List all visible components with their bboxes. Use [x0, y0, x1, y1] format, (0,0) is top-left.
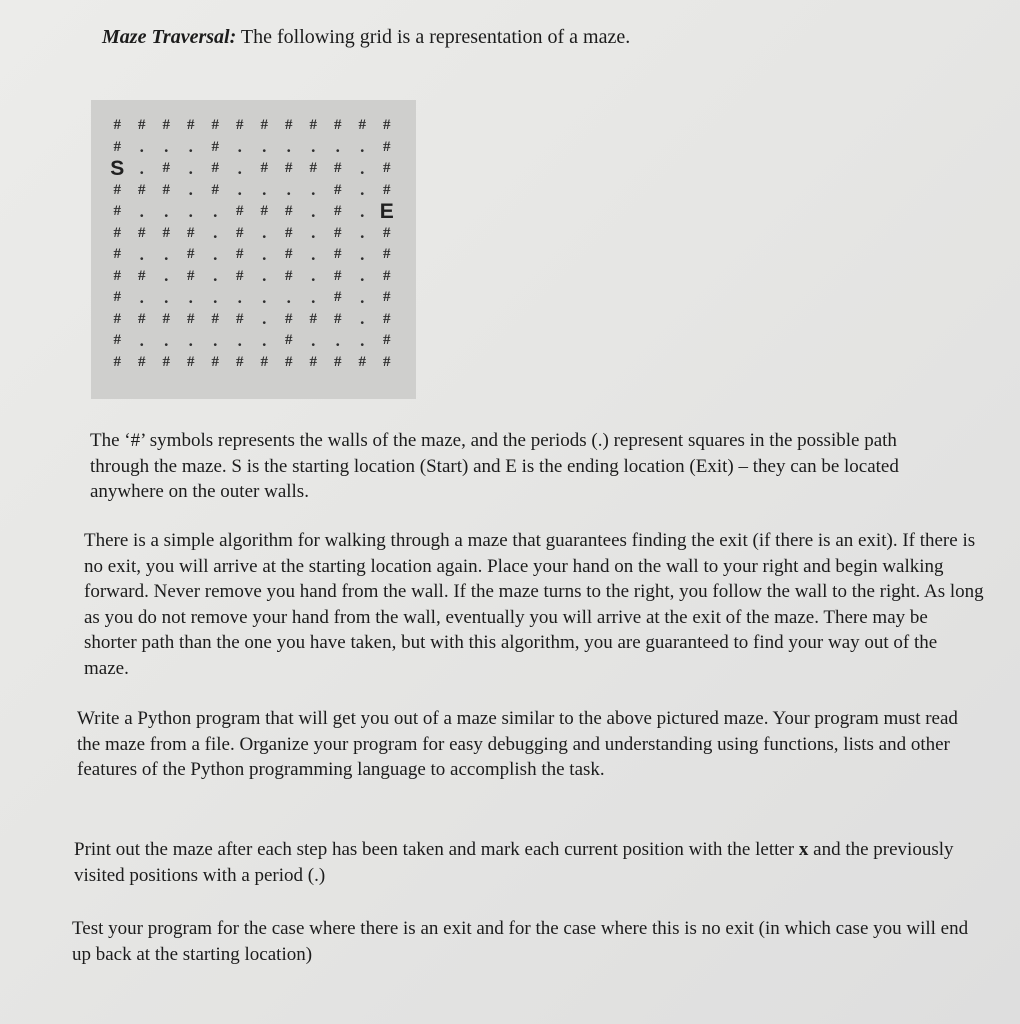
maze-path: . [188, 201, 193, 221]
maze-path: . [311, 180, 316, 200]
maze-path: . [311, 287, 316, 307]
maze-wall: # [334, 224, 342, 241]
maze-start: S [110, 156, 125, 180]
output-text-start: Print out the maze after each step has been taken and mark each current position with the letter [74, 839, 799, 860]
maze-wall: # [285, 203, 293, 220]
maze-path: . [213, 223, 218, 243]
maze-wall: # [138, 224, 146, 241]
maze-path: . [237, 137, 242, 157]
maze-wall: # [383, 117, 391, 134]
maze-wall: # [383, 224, 391, 241]
maze-wall: # [334, 203, 342, 220]
maze-wall: # [309, 310, 317, 327]
maze-path: . [139, 201, 144, 221]
maze-path: . [139, 244, 144, 264]
maze-wall: # [187, 310, 195, 327]
maze-wall: # [113, 246, 121, 263]
maze-path: . [213, 201, 218, 221]
maze-wall: # [211, 117, 219, 134]
maze-wall: # [383, 310, 391, 327]
maze-path: . [262, 180, 267, 200]
maze-wall: # [383, 289, 391, 306]
maze-wall: # [383, 181, 391, 198]
maze-path: . [360, 244, 365, 264]
maze-wall: # [285, 246, 293, 263]
maze-wall: # [162, 117, 170, 134]
maze-path: . [237, 287, 242, 307]
maze-wall: # [260, 117, 268, 134]
maze-wall: # [113, 332, 121, 349]
maze-wall: # [162, 224, 170, 241]
maze-path: . [188, 287, 193, 307]
maze-path: . [360, 137, 365, 157]
maze-wall: # [113, 267, 121, 284]
maze-wall: # [383, 138, 391, 155]
maze-wall: # [236, 310, 244, 327]
maze-wall: # [113, 353, 121, 370]
maze-path: . [237, 180, 242, 200]
maze-wall: # [187, 246, 195, 263]
paragraph-output [74, 837, 989, 888]
maze-wall: # [187, 267, 195, 284]
maze-wall: # [113, 117, 121, 134]
maze-wall: # [358, 353, 366, 370]
title-label: Maze Traversal: [102, 26, 237, 48]
maze-path: . [262, 287, 267, 307]
maze-path: . [360, 180, 365, 200]
maze-path: . [360, 266, 365, 286]
maze-path: . [360, 223, 365, 243]
maze-wall: # [162, 353, 170, 370]
maze-wall: # [334, 181, 342, 198]
maze-wall: # [260, 353, 268, 370]
maze-wall: # [334, 310, 342, 327]
maze-path: . [311, 330, 316, 350]
maze-wall: # [138, 310, 146, 327]
maze-wall: # [187, 353, 195, 370]
maze-path: . [286, 137, 291, 157]
maze-path: . [311, 137, 316, 157]
maze-wall: # [334, 117, 342, 134]
maze-wall: # [162, 160, 170, 177]
maze-path: . [262, 330, 267, 350]
maze-wall: # [211, 353, 219, 370]
maze-path: . [360, 158, 365, 178]
maze-wall: # [309, 117, 317, 134]
maze-wall: # [383, 332, 391, 349]
maze-wall: # [334, 289, 342, 306]
maze-wall: # [285, 160, 293, 177]
maze-wall: # [113, 224, 121, 241]
maze-wall: # [236, 203, 244, 220]
maze-wall: # [162, 310, 170, 327]
maze-path: . [164, 201, 169, 221]
maze-path: . [262, 309, 267, 329]
maze-path: . [213, 330, 218, 350]
maze-wall: # [260, 203, 268, 220]
maze-path: . [360, 330, 365, 350]
maze-path: . [139, 287, 144, 307]
maze-wall: # [334, 267, 342, 284]
maze-path: . [188, 158, 193, 178]
maze-wall: # [334, 160, 342, 177]
maze-wall: # [309, 160, 317, 177]
title-text: The following grid is a representation of a maze. [236, 26, 631, 48]
maze-path: . [188, 137, 193, 157]
maze-path: . [311, 223, 316, 243]
maze-path: . [262, 137, 267, 157]
maze-path: . [286, 180, 291, 200]
maze-grid [105, 115, 399, 373]
maze-wall: # [113, 310, 121, 327]
maze-wall: # [383, 160, 391, 177]
paragraph-task: Write a Python program that will get you out of a maze similar to the above pictured maze. Your program must read the maze from a file. Organize your program for easy debugging and understanding using functions, lists and other features of the Python programming language to accomplish the task. [77, 708, 958, 780]
maze-path: . [262, 266, 267, 286]
maze-wall: # [236, 117, 244, 134]
maze-path: . [139, 137, 144, 157]
page-title [102, 22, 630, 52]
maze-path: . [188, 330, 193, 350]
maze-wall: # [334, 353, 342, 370]
maze-wall: # [236, 246, 244, 263]
maze-wall: # [211, 310, 219, 327]
maze-path: . [335, 137, 340, 157]
maze-wall: # [138, 117, 146, 134]
maze-path: . [139, 158, 144, 178]
maze-wall: # [211, 181, 219, 198]
maze-wall: # [285, 224, 293, 241]
maze-path: . [164, 330, 169, 350]
maze-path: . [237, 158, 242, 178]
maze-wall: # [383, 246, 391, 263]
maze-wall: # [236, 267, 244, 284]
marker-x: x [798, 839, 809, 860]
maze-path: . [164, 287, 169, 307]
maze-wall: # [309, 353, 317, 370]
maze-wall: # [113, 289, 121, 306]
maze-path: . [164, 137, 169, 157]
maze-path: . [139, 330, 144, 350]
maze-wall: # [211, 160, 219, 177]
maze-path: . [311, 244, 316, 264]
maze-wall: # [211, 138, 219, 155]
maze-wall: # [138, 181, 146, 198]
maze-path: . [360, 309, 365, 329]
maze-path: . [213, 266, 218, 286]
maze-wall: # [138, 267, 146, 284]
maze-wall: # [187, 224, 195, 241]
maze-path: . [311, 201, 316, 221]
maze-wall: # [138, 353, 146, 370]
maze-path: . [164, 266, 169, 286]
maze-wall: # [383, 267, 391, 284]
maze-wall: # [285, 332, 293, 349]
maze-wall: # [285, 310, 293, 327]
maze-path: . [188, 180, 193, 200]
maze-wall: # [383, 353, 391, 370]
maze-path: . [262, 244, 267, 264]
maze-wall: # [187, 117, 195, 134]
maze-wall: # [358, 117, 366, 134]
maze-path: . [311, 266, 316, 286]
maze-path: . [335, 330, 340, 350]
maze-wall: # [236, 224, 244, 241]
maze-path: . [213, 287, 218, 307]
maze-wall: # [285, 353, 293, 370]
paragraph-testing: Test your program for the case where there is an exit and for the case where this is no exit (in which case you will end up back at the starting location) [72, 918, 969, 965]
maze-wall: # [285, 267, 293, 284]
maze-wall: # [113, 138, 121, 155]
paragraph-algorithm: There is a simple algorithm for walking through a maze that guarantees finding the exit (if there is an exit). If there is no exit, you will arrive at the starting location again. Place your hand on the wall to your right and begin walking forward. Never remove you hand from the wall. If the maze turns to the right, you follow the wall to the right. As long as you do not remove your hand from the wall, eventually you will arrive at the exit of the maze. There may be shorter path than the one you have taken, but with this algorithm, you are guaranteed to find your way out of the maze. [84, 530, 984, 679]
maze-wall: # [236, 353, 244, 370]
maze-path: . [360, 201, 365, 221]
maze-path: . [237, 330, 242, 350]
paragraph-symbols: The ‘#’ symbols represents the walls of the maze, and the periods (.) represent squares in the possible path through the maze. S is the starting location (Start) and E is the ending location (Exit) – they can be located anywhere on the outer walls. [90, 430, 899, 502]
maze-wall: # [162, 181, 170, 198]
maze-path: . [164, 244, 169, 264]
maze-figure [91, 100, 416, 399]
output-text-end: and the previously visited positions with a period (.) [74, 839, 954, 886]
maze-exit: E [379, 199, 394, 223]
maze-wall: # [113, 203, 121, 220]
maze-wall: # [285, 117, 293, 134]
maze-wall: # [334, 246, 342, 263]
maze-wall: # [260, 160, 268, 177]
maze-path: . [213, 244, 218, 264]
maze-wall: # [113, 181, 121, 198]
maze-path: . [360, 287, 365, 307]
maze-path: . [286, 287, 291, 307]
maze-path: . [262, 223, 267, 243]
